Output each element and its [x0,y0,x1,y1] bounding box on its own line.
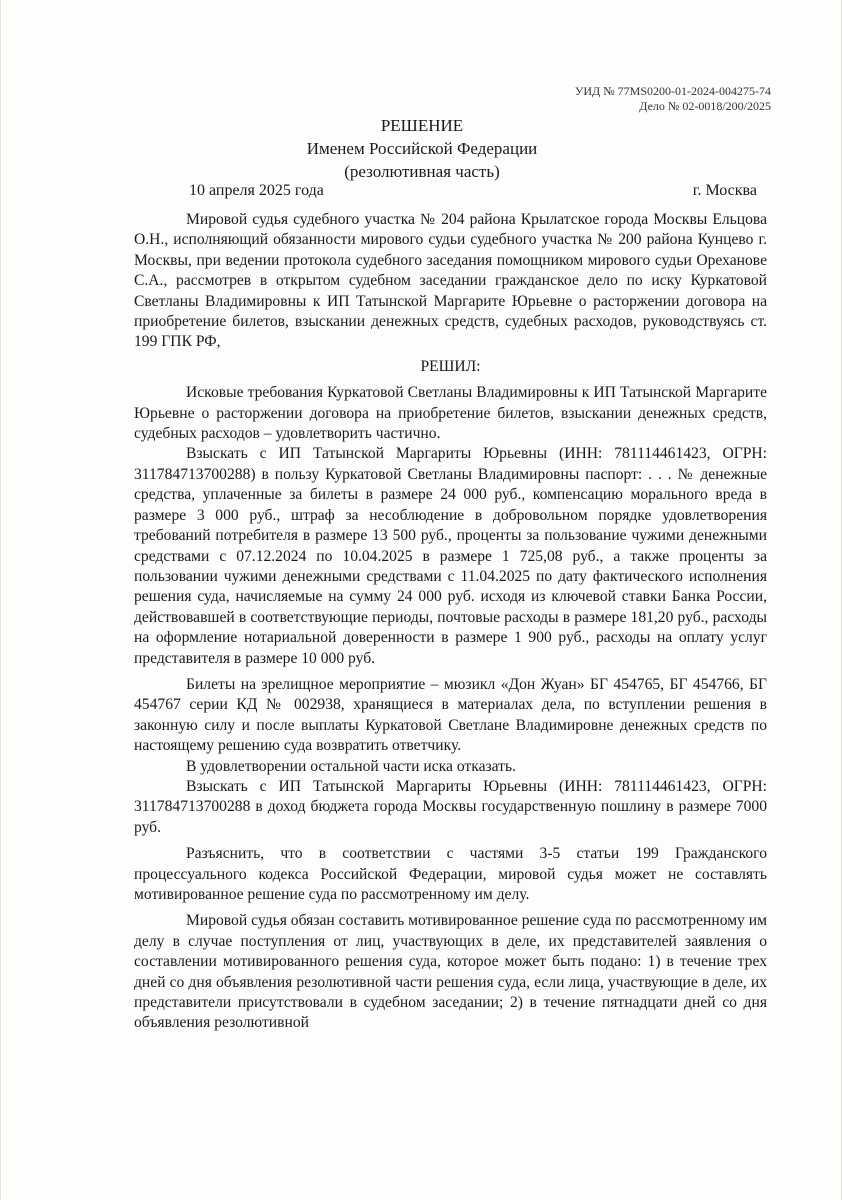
refusal-paragraph: В удовлетворении остальной части иска отказать. [186,757,517,775]
case-number: Дело № 02-0018/200/2025 [639,99,771,113]
intro-paragraph: Мировой судья судебного участка № 204 района Крылатское города Москвы Ельцова О.Н., исполняющий обязанности мирового судьи судебного участка № 200 района Кунцево г. Москвы, при ведении протокола судебного заседания помощником мирового судьи Ореханове С.А., рассмотрев в открытом судебном заседании гражданское дело по иску Куркатовой Светланы Владимировны к ИП Татынской Маргарите Юрьевне о расторжении договора на приобретение билетов, взыскании денежных средств, судебных расходов, руководствуясь ст. 199 ГПК РФ, [134,211,767,351]
tickets-paragraph: Билеты на зрелищное мероприятие – мюзикл «Дон Жуан» БГ 454765, БГ 454766, БГ 454767 серии КД № 002938, хранящиеся в материалах дела, по вступлении решения в законную силу и после выплаты Куркатовой Светлане Владимировне денежных средств по настоящему решению суда возвратить ответчику. [134,675,767,755]
uid-number: УИД № 77MS0200-01-2024-004275-74 [574,84,771,98]
decision-date: 10 апреля 2025 года [189,182,324,199]
motivated-decision-paragraph: Мировой судья обязан составить мотивированное решение суда по рассмотренному им делу в случае поступления от лиц, участвующих в деле, их представителей заявления о составлении мотивированного решения суда, которое может быть подано: 1) в течение трех дней со дня объявления резолютивной части решения суда, если лица, участвующие в деле, их представители присутствовали в судебном заседании; 2) в течение пятнадцати дней со дня объявления резолютивной [134,912,767,1032]
explanation-paragraph: Разъяснить, что в соответствии с частями 3-5 статьи 199 Гражданского процессуального кодекса Российской Федерации, мировой судья может не составлять мотивированное решение суда по рассмотренному им делу. [134,845,767,903]
decision-title: РЕШЕНИЕ [380,116,464,135]
document-body [134,210,767,1034]
part-subtitle: (резолютивная часть) [344,162,500,181]
document-heading [1,114,842,183]
state-duty-paragraph: Взыскать с ИП Татынской Маргариты Юрьевны (ИНН: 781114461423, ОГРН: 311784713700288 в доход бюджета города Москвы государственную пошлину в размере 7000 руб. [134,777,767,836]
case-identifiers [575,84,771,114]
in-name-of-line: Именем Российской Федерации [306,139,538,158]
resolved-heading: РЕШИЛ: [420,357,481,375]
date-place-line [189,182,757,200]
recovery-paragraph: Взыскать с ИП Татынской Маргариты Юрьевны (ИНН: 781114461423, ОГРН: 311784713700288) в пользу Куркатовой Светланы Владимировны паспорт: . . . № денежные средства, уплаченные за билеты в размере 24 000 руб., компенсацию морального вреда в размере 3 000 руб., штраф за несоблюдение в добровольном порядке удовлетворения требований потребителя в размере 13 500 руб., проценты за пользование чужими денежными средствами с 07.12.2024 по 10.04.2025 в размере 1 725,08 руб., а также проценты за пользовании чужими денежными средствами с 11.04.2025 по дату фактического исполнения решения суда, начисляемые на сумму 24 000 руб. исходя из ключевой ставки Банка России, действовавшей в соответствующие периоды, почтовые расходы в размере 181,20 руб., расходы на оформление нотариальной доверенности в размере 1 900 руб., расходы на оплату услуг представителя в размере 10 000 руб. [134,445,767,667]
claims-paragraph: Исковые требования Куркатовой Светланы Владимировны к ИП Татынской Маргарите Юрьевне о расторжении договора на приобретение билетов, взыскании денежных средств, судебных расходов – удовлетворить частично. [134,384,767,443]
decision-city: г. Москва [692,182,757,199]
